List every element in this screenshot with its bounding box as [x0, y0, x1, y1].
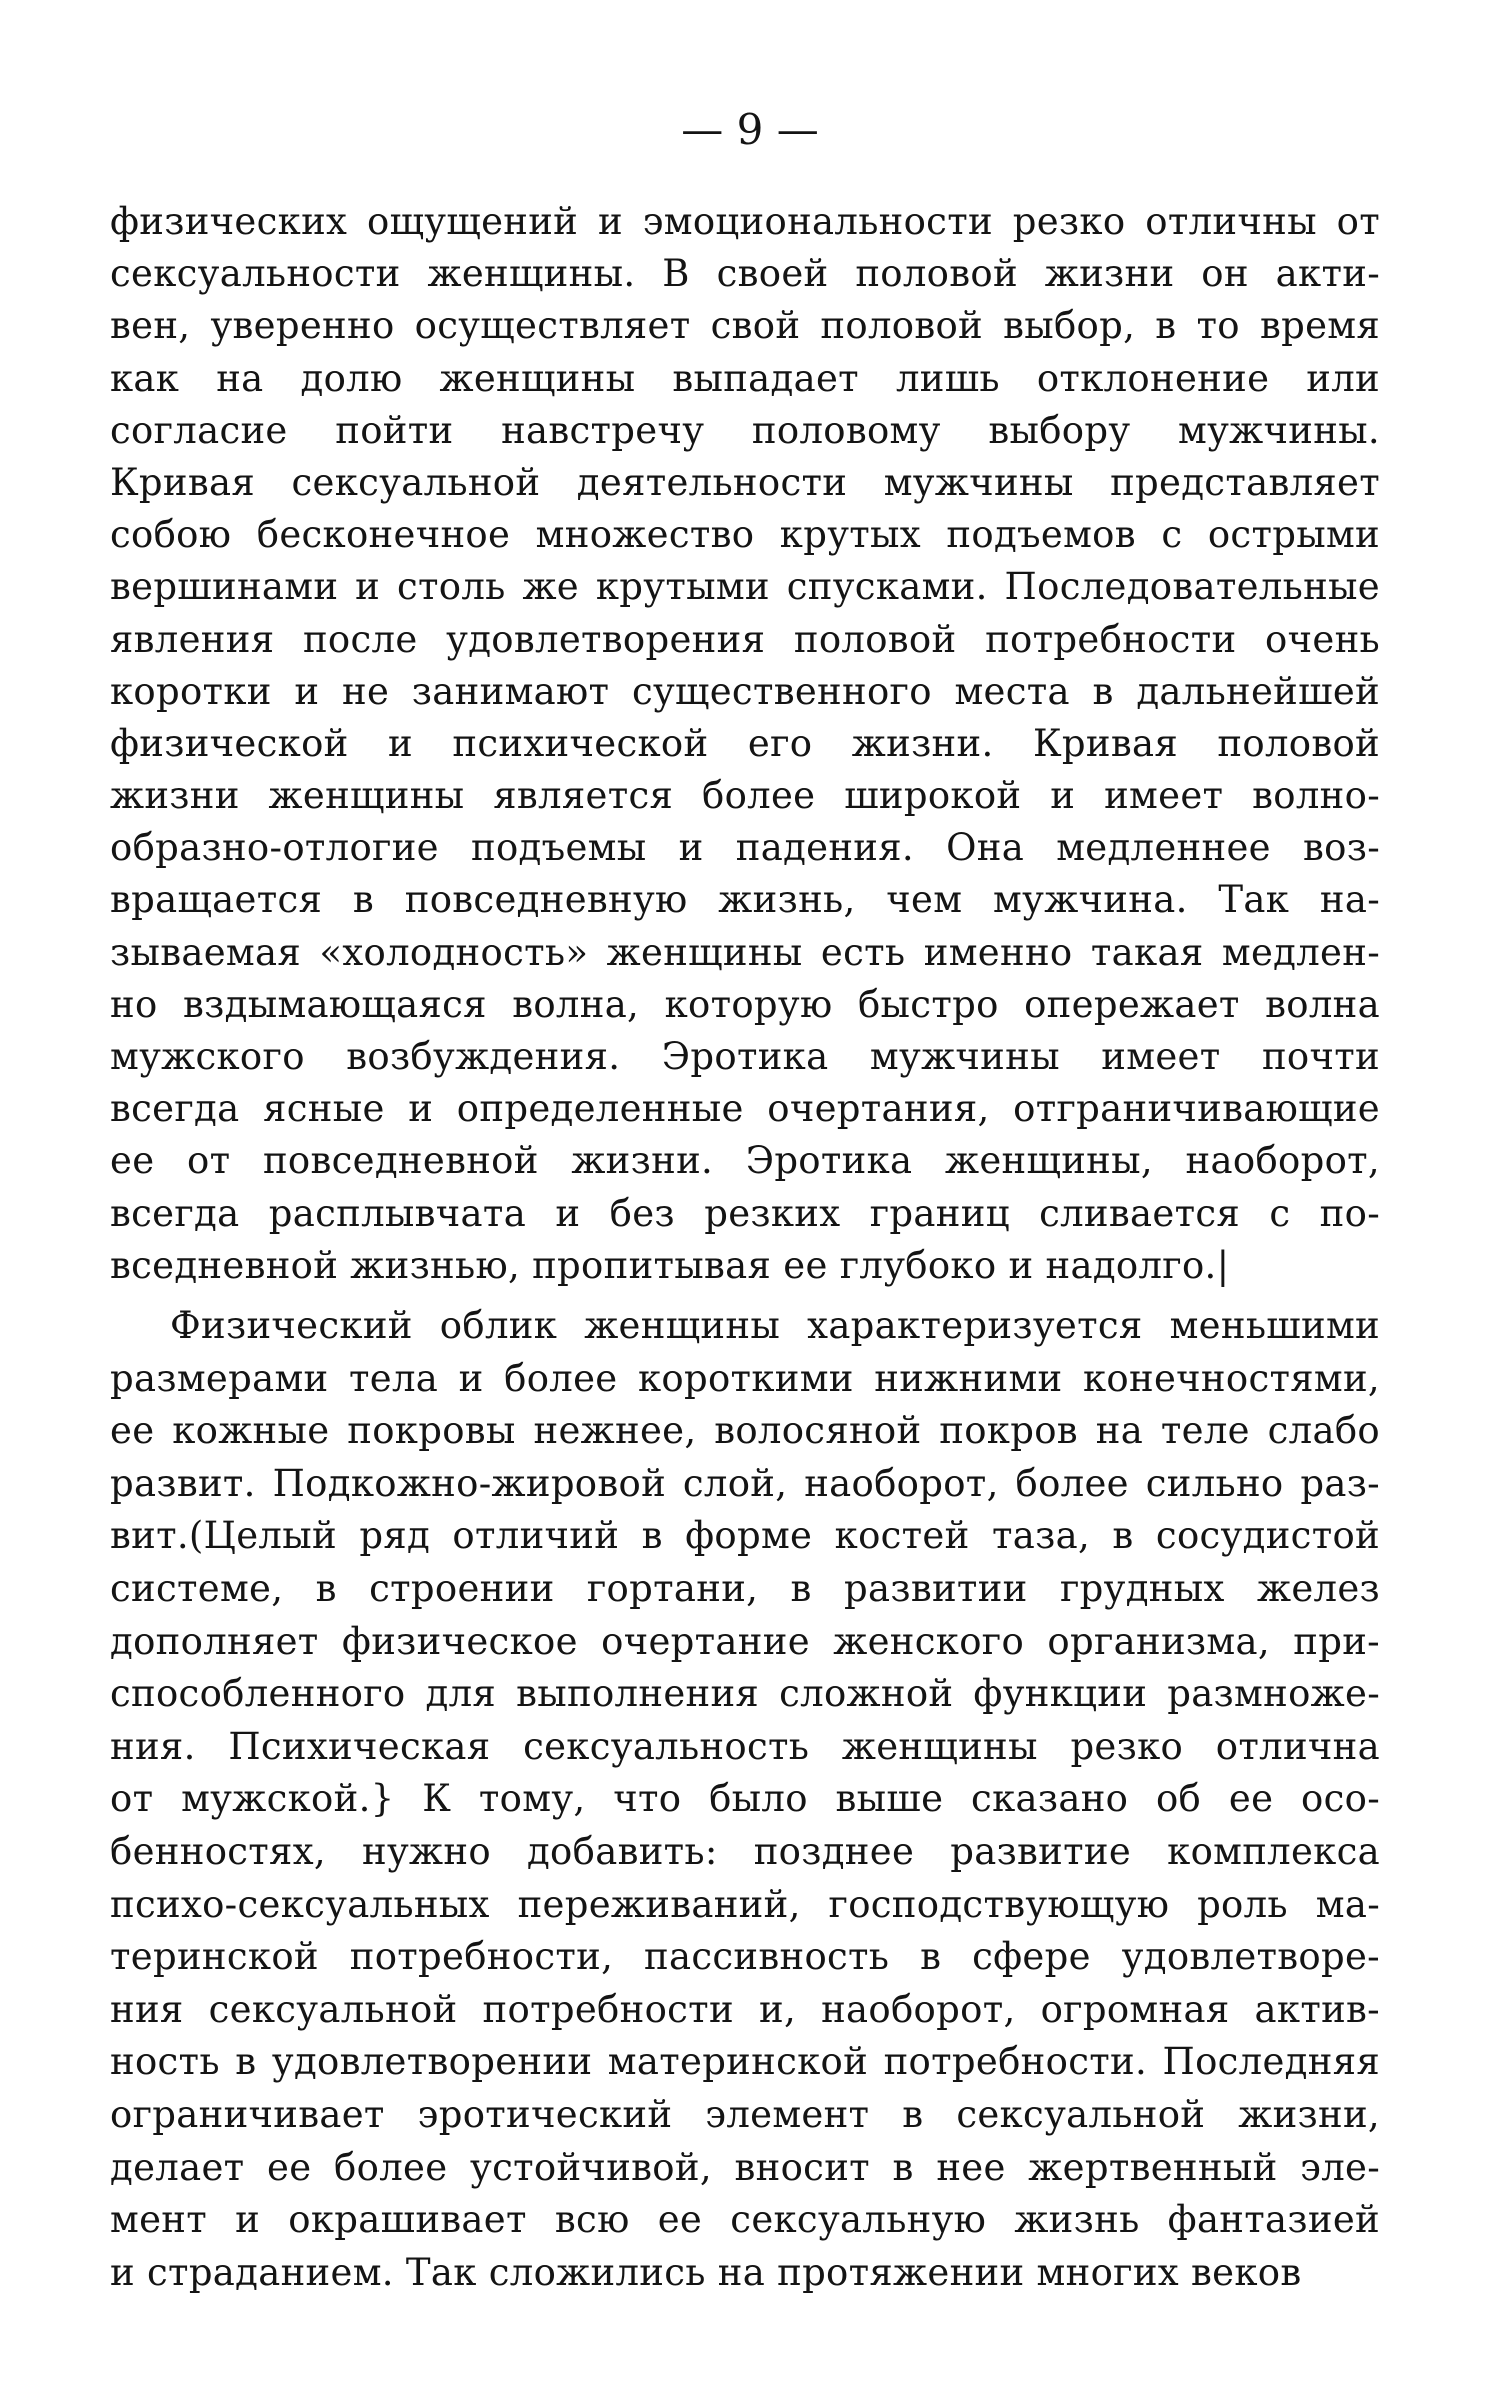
text-line: вращается в повседневную жизнь, чем мужчина. Так на-	[110, 878, 1380, 922]
text-line: явления после удовлетворения половой потребности очень	[110, 617, 1380, 661]
text-line: как на долю женщины выпадает лишь отклонение или	[110, 356, 1380, 400]
text-line: всегда расплывчата и без резких границ сливается с по-	[110, 1191, 1380, 1235]
text-line: и страданием. Так сложились на протяжении многих веков	[110, 2250, 1302, 2294]
text-line: дополняет физическое очертание женского организма, при-	[110, 1619, 1380, 1663]
text-line: системе, в строении гортани, в развитии грудных желез	[110, 1566, 1380, 1610]
text-line: но вздымающаяся волна, которую быстро опережает волна	[110, 982, 1380, 1026]
text-line: ния сексуальной потребности и, наоборот, огромная актив-	[110, 1987, 1380, 2031]
text-line: вседневной жизнью, пропитывая ее глубоко и надолго.|	[110, 1243, 1230, 1287]
text-line: всегда ясные и определенные очертания, отграничивающие	[110, 1087, 1380, 1131]
text-line: ность в удовлетворении материнской потребности. Последняя	[110, 2040, 1380, 2084]
text-line: ограничивает эротический элемент в сексуальной жизни,	[110, 2092, 1380, 2136]
text-line: вит.(Целый ряд отличий в форме костей таза, в сосудистой	[110, 1514, 1380, 1558]
text-line: вен, уверенно осуществляет свой половой выбор, в то время	[110, 304, 1380, 348]
text-line: физической и психической его жизни. Кривая половой	[110, 721, 1380, 765]
text-line: Кривая сексуальной деятельности мужчины представляет	[110, 460, 1380, 504]
text-line: развит. Подкожно-жировой слой, наоборот, более сильно раз-	[110, 1461, 1380, 1505]
text-line: мужского возбуждения. Эротика мужчины имеет почти	[110, 1035, 1380, 1078]
text-line: способленного для выполнения сложной функции размноже-	[110, 1672, 1380, 1716]
text-line: ее кожные покровы нежнее, волосяной покров на теле слабо	[110, 1409, 1380, 1453]
text-line: психо-сексуальных переживаний, господствующую роль ма-	[110, 1882, 1380, 1926]
text-line: сексуальности женщины. В своей половой жизни он акти-	[110, 252, 1380, 296]
text-line: Физический облик женщины характеризуется меньшими	[170, 1304, 1380, 1347]
text-line: размерами тела и более короткими нижними конечностями,	[110, 1356, 1380, 1400]
text-line: мент и окрашивает всю ее сексуальную жизнь фантазией	[110, 2198, 1380, 2242]
text-line: делает ее более устойчивой, вносит в нее жертвенный эле-	[110, 2145, 1380, 2189]
page-number: — 9 —	[681, 105, 819, 154]
paragraph-2	[110, 1300, 1380, 2299]
paragraph-1	[110, 196, 1380, 1292]
text-line: жизни женщины является более широкой и имеет волно-	[110, 774, 1380, 818]
text-line: от мужской.} К тому, что было выше сказано об ее осо-	[110, 1777, 1380, 1821]
text-line: ее от повседневной жизни. Эротика женщины, наоборот,	[110, 1139, 1380, 1183]
text-line: образно-отлогие подъемы и падения. Она медленнее воз-	[110, 826, 1380, 870]
text-line: бенностях, нужно добавить: позднее развитие комплекса	[110, 1829, 1380, 1873]
text-line: зываемая «холодность» женщины есть именно такая медлен-	[110, 930, 1380, 974]
text-line: физических ощущений и эмоциональности резко отличны от	[110, 200, 1380, 243]
text-line: ния. Психическая сексуальность женщины резко отлична	[110, 1724, 1380, 1768]
text-line: вершинами и столь же крутыми спусками. Последовательные	[110, 565, 1380, 609]
text-line: согласие пойти навстречу половому выбору мужчины.	[110, 408, 1380, 452]
text-line: собою бесконечное множество крутых подъемов с острыми	[110, 513, 1380, 557]
text-line: теринской потребности, пассивность в сфере удовлетворе-	[110, 1935, 1380, 1979]
text-line: коротки и не занимают существенного места в дальнейшей	[110, 669, 1380, 713]
